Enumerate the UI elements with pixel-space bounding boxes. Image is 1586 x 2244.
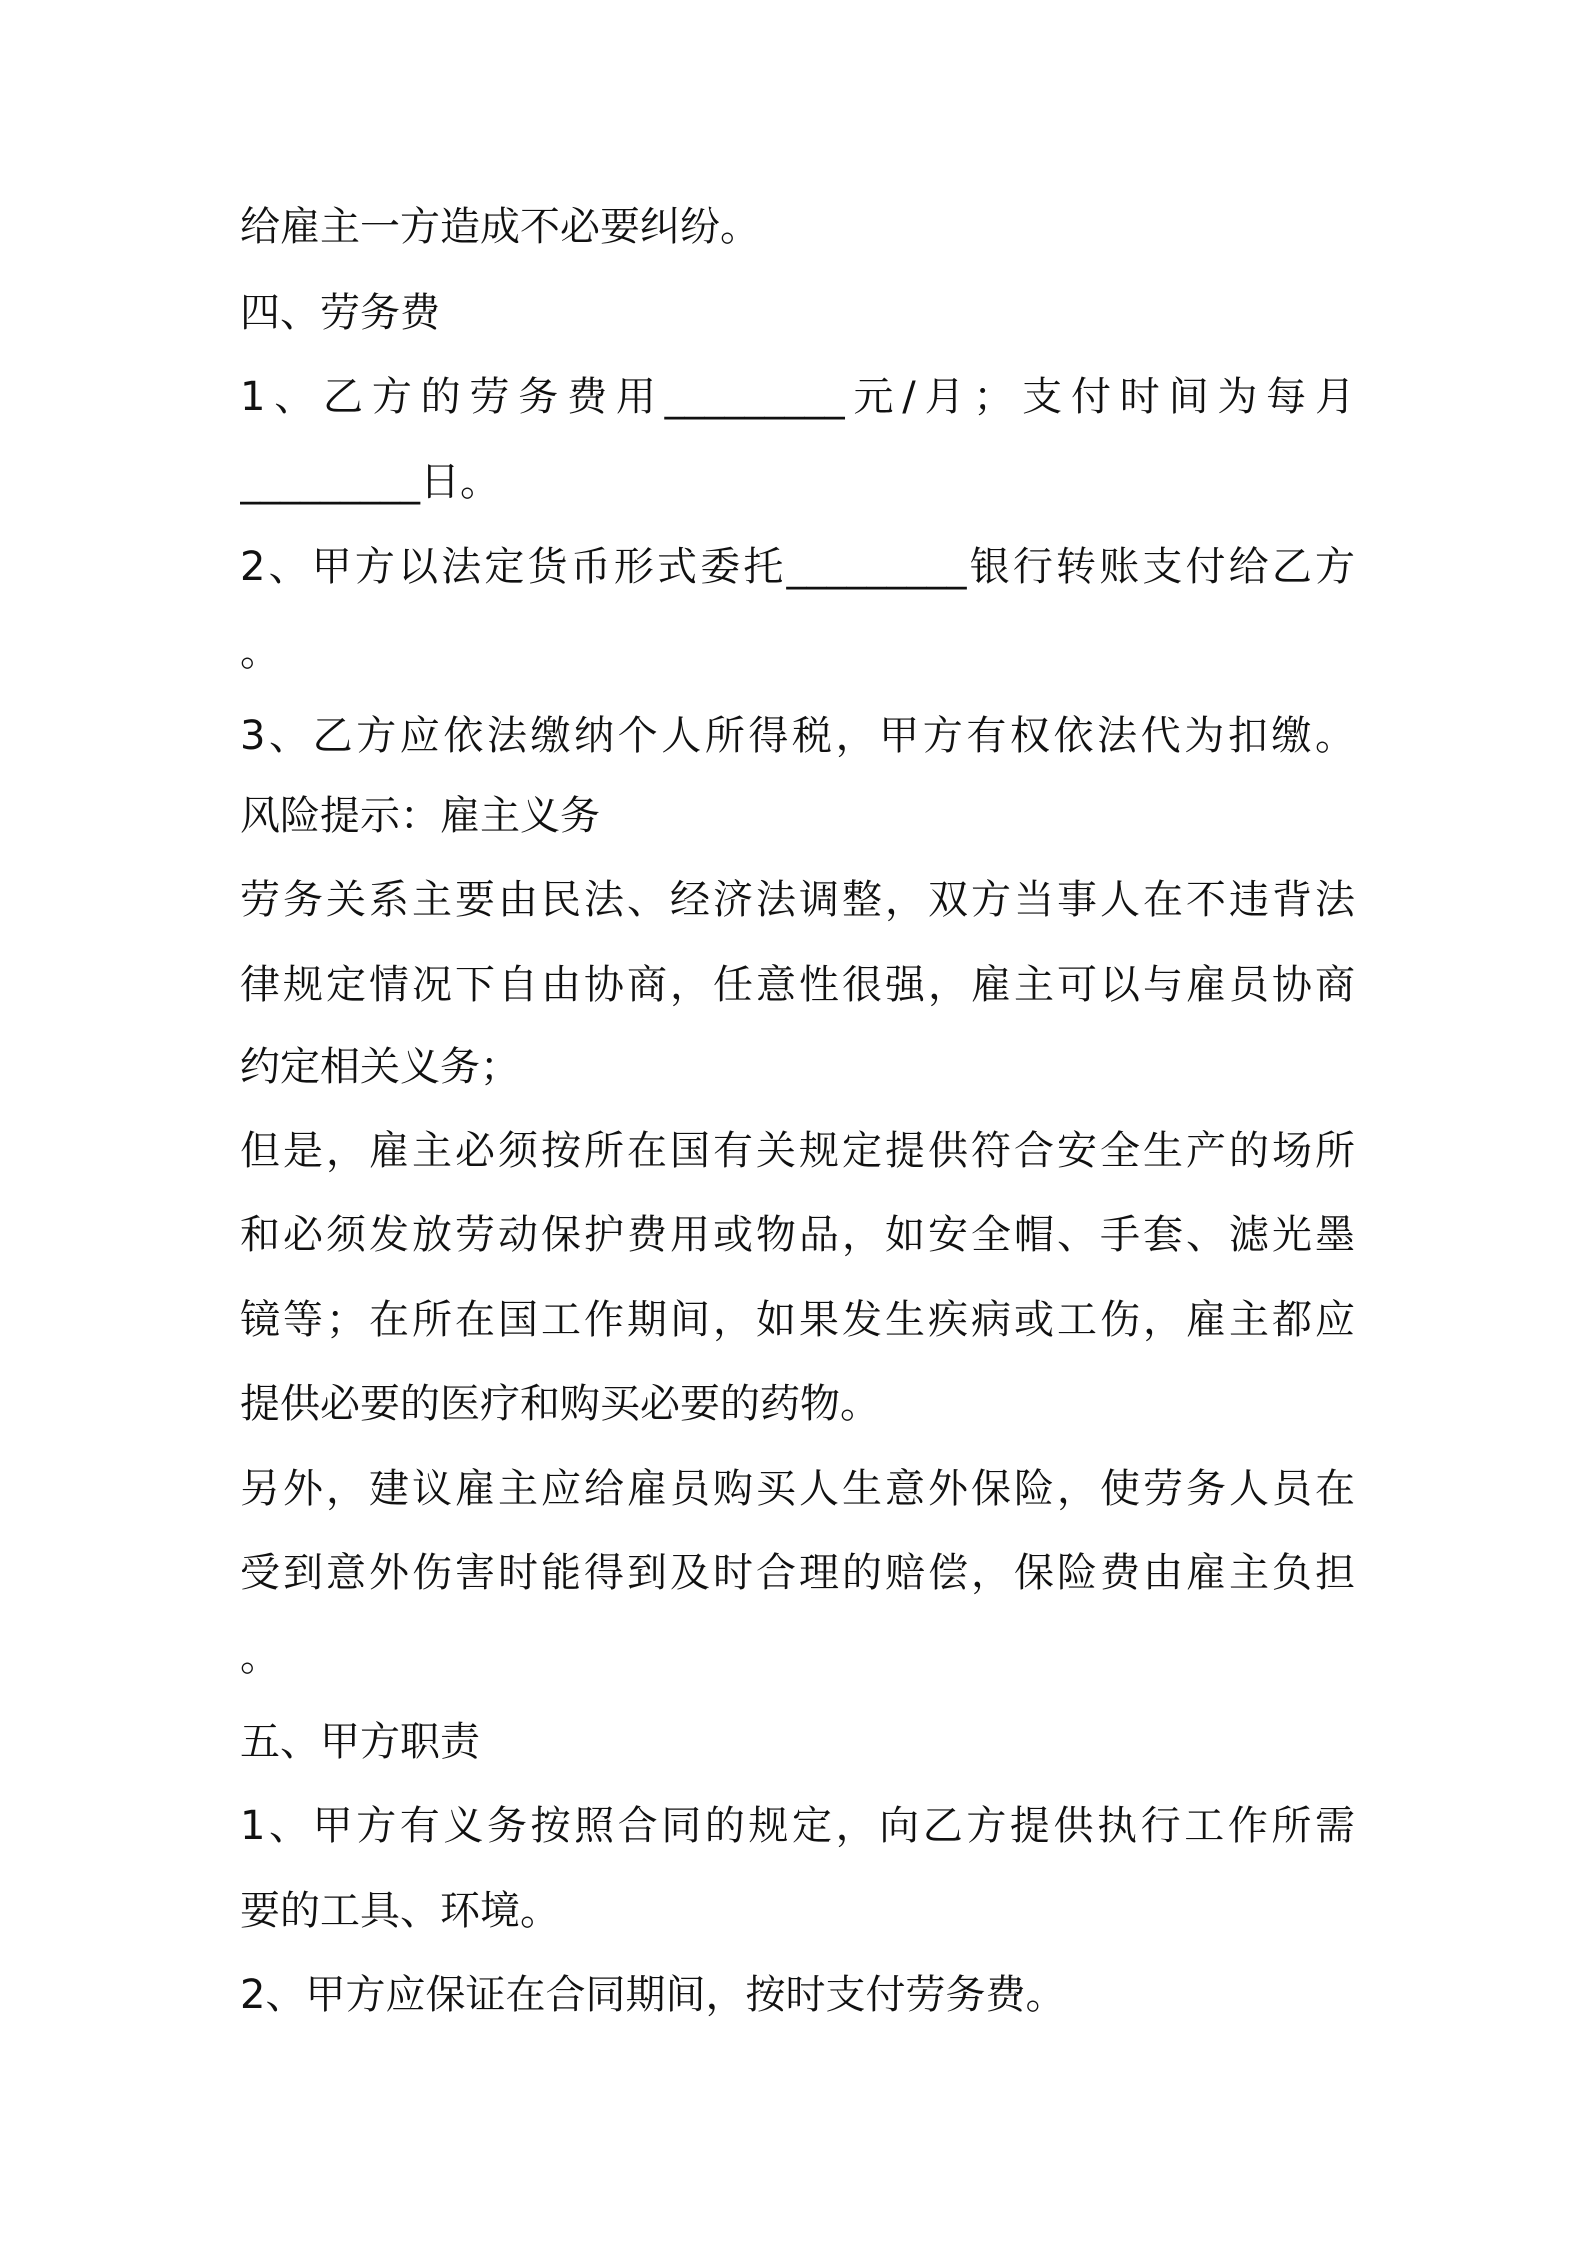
text-line: 劳务关系主要由民法、经济法调整，双方当事人在不违背法 bbox=[240, 877, 1355, 923]
text-line: 受到意外伤害时能得到及时合理的赔偿，保险费由雇主负担 bbox=[240, 1550, 1355, 1596]
text-line: 镜等；在所在国工作期间，如果发生疾病或工伤，雇主都应 bbox=[240, 1297, 1355, 1343]
text-line: 2、甲方应保证在合同期间，按时支付劳务费。 bbox=[240, 1972, 1066, 2018]
text-line: 1、乙方的劳务费用_________元/月；支付时间为每月 bbox=[240, 374, 1355, 420]
text-line: 3、乙方应依法缴纳个人所得税，甲方有权依法代为扣缴。 bbox=[240, 713, 1355, 759]
section-heading: 五、甲方职责 bbox=[240, 1719, 480, 1765]
text-line: 提供必要的医疗和购买必要的药物。 bbox=[240, 1381, 880, 1427]
text-line: 但是，雇主必须按所在国有关规定提供符合安全生产的场所 bbox=[240, 1128, 1355, 1174]
text-line: 约定相关义务； bbox=[240, 1044, 520, 1090]
text-line: 要的工具、环境。 bbox=[240, 1888, 560, 1934]
section-heading: 风险提示：雇主义务 bbox=[240, 793, 600, 839]
text-line: 1、甲方有义务按照合同的规定，向乙方提供执行工作所需 bbox=[240, 1803, 1355, 1849]
text-line: 给雇主一方造成不必要纠纷。 bbox=[240, 204, 760, 250]
text-line: 和必须发放劳动保护费用或物品，如安全帽、手套、滤光墨 bbox=[240, 1212, 1355, 1258]
text-line: 律规定情况下自由协商，任意性很强，雇主可以与雇员协商 bbox=[240, 962, 1355, 1008]
text-line: 2、甲方以法定货币形式委托_________银行转账支付给乙方 bbox=[240, 544, 1355, 590]
text-line: 。 bbox=[240, 629, 280, 675]
text-line: 另外，建议雇主应给雇员购买人生意外保险，使劳务人员在 bbox=[240, 1466, 1355, 1512]
section-heading: 四、劳务费 bbox=[240, 290, 440, 336]
text-line: _________日。 bbox=[240, 459, 500, 505]
text-line: 。 bbox=[240, 1634, 280, 1680]
